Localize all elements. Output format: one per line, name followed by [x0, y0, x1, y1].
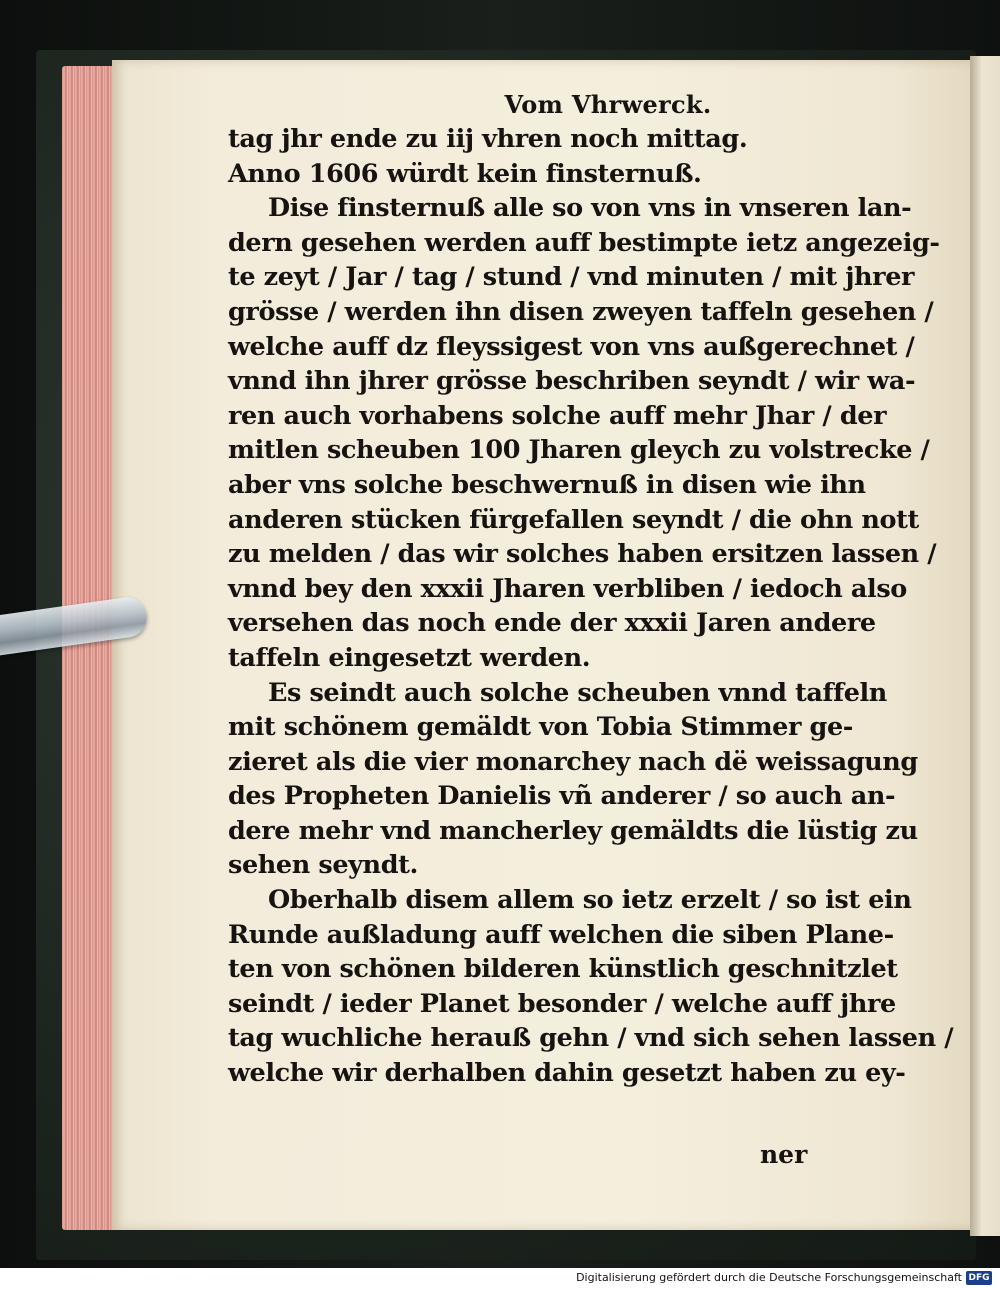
text-line: vnnd bey den xxxii Jharen verbliben / iedoch also: [228, 573, 907, 604]
text-line: Runde außladung auff welchen die siben Plane-: [228, 919, 894, 950]
footer-credit: Digitalisierung gefördert durch die Deutsche Forschungsgemeinschaft: [576, 1271, 962, 1284]
text-line: ten von schönen bilderen künstlich geschnitzlet: [228, 954, 898, 985]
text-line: dern gesehen werden auff bestimpte ietz angezeig-: [228, 227, 940, 258]
text-line: taffeln eingesetzt werden.: [228, 642, 591, 673]
text-line: zu melden / das wir solches haben ersitzen lassen /: [228, 539, 937, 570]
text-line: vnnd ihn jhrer grösse beschriben seyndt / wir wa-: [228, 366, 916, 397]
text-line: des Propheten Danielis vñ anderer / so auch an-: [228, 781, 896, 812]
text-line: dere mehr vnd mancherley gemäldts die lüstig zu: [228, 815, 918, 846]
footer-bar: [0, 1268, 1000, 1289]
text-lines: [228, 122, 954, 1091]
text-line: te zeyt / Jar / tag / stund / vnd minuten / mit jhrer: [228, 262, 915, 293]
text-line: welche auff dz fleyssigest von vns außgerechnet /: [228, 331, 915, 362]
text-line: mit schönem gemäldt von Tobia Stimmer ge-: [228, 712, 853, 743]
text-line: Es seindt auch solche scheuben vnnd taffeln: [268, 677, 887, 708]
text-line: mitlen scheuben 100 Jharen gleych zu volstrecke /: [228, 435, 930, 466]
text-line: versehen das noch ende der xxxii Jaren andere: [228, 608, 876, 639]
text-line: Anno 1606 würdt kein finsternuß.: [228, 158, 702, 189]
text-line: welche wir derhalben dahin gesetzt haben zu ey-: [228, 1058, 906, 1089]
text-line: grösse / werden ihn disen zweyen taffeln gesehen /: [228, 296, 934, 327]
text-line: sehen seyndt.: [228, 850, 418, 881]
text-line: Dise finsternuß alle so von vns in vnseren lan-: [268, 193, 912, 224]
text-line: anderen stücken fürgefallen seyndt / die ohn nott: [228, 504, 919, 535]
text-line: ren auch vorhabens solche auff mehr Jhar / der: [228, 400, 887, 431]
running-head: Vom Vhrwerck.: [504, 90, 712, 119]
facing-page-edge: [970, 56, 1000, 1236]
text-line: aber vns solche beschwernuß in disen wie ihn: [228, 469, 866, 500]
text-line: seindt / ieder Planet besonder / welche auff jhre: [228, 988, 896, 1019]
text-line: tag jhr ende zu iij vhren noch mittag.: [228, 124, 748, 154]
page-text: [228, 88, 954, 1091]
dfg-logo-icon: DFG: [966, 1271, 992, 1285]
text-line: tag wuchliche herauß gehn / vnd sich sehen lassen /: [228, 1023, 954, 1054]
text-line: zieret als die vier monarchey nach dë weissagung: [228, 746, 918, 777]
catchword: ner: [760, 1140, 808, 1169]
text-line: Oberhalb disem allem so ietz erzelt / so ist ein: [268, 885, 912, 916]
